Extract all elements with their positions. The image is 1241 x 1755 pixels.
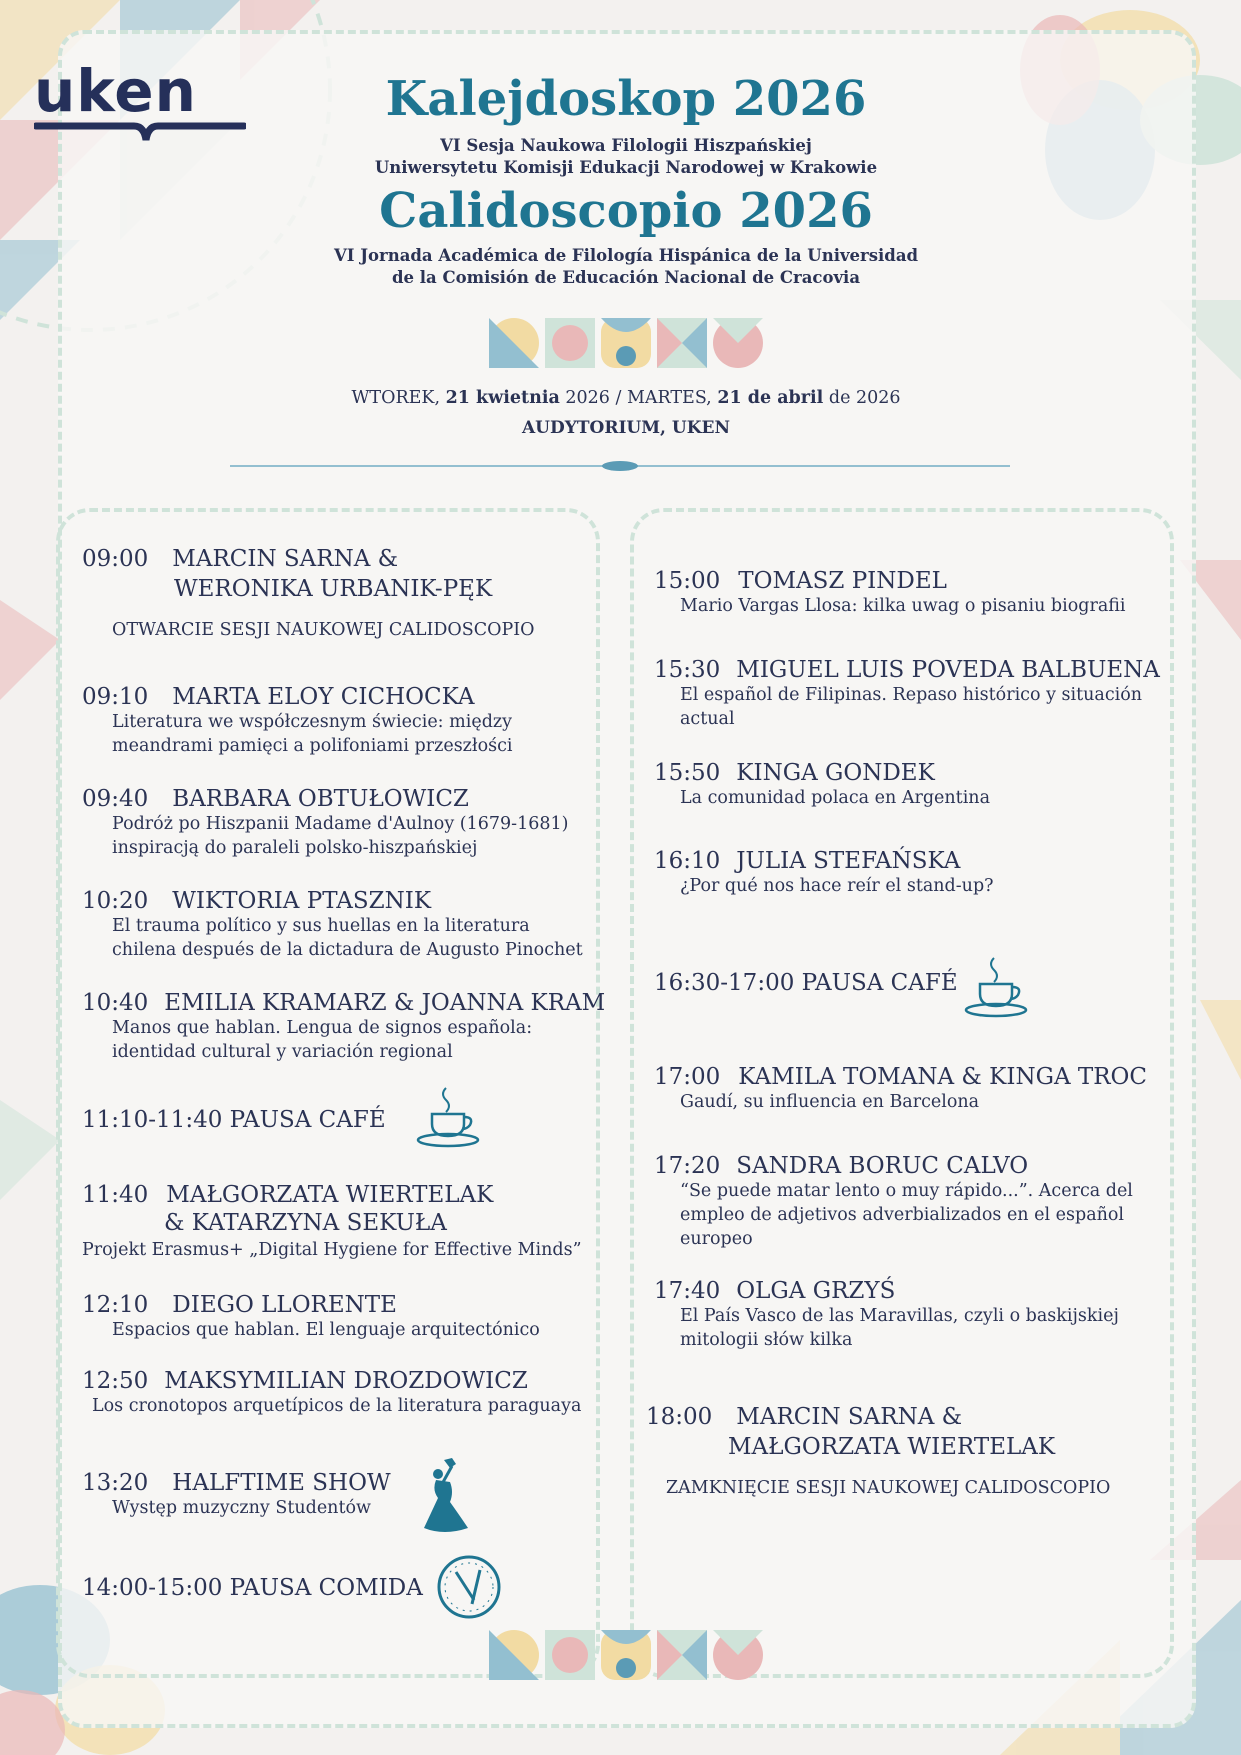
item-time: 17:40	[654, 1278, 721, 1304]
talk-title: Espacios que hablan. El lenguaje arquitectónico	[112, 1320, 540, 1340]
schedule-item	[82, 990, 605, 1064]
schedule-item	[654, 760, 990, 810]
speaker-name-2: WERONIKA URBANIK-PĘK	[174, 576, 493, 602]
talk-title: El español de Filipinas. Repaso histórico y situación	[680, 685, 1143, 705]
divider-line	[230, 460, 1010, 472]
talk-title: Literatura we współczesnym świecie: między	[112, 712, 512, 732]
schedule-item	[82, 546, 535, 642]
subtitle-polish-line2: Uniwersytetu Komisji Edukacji Narodowej w Krakowie	[374, 158, 878, 178]
session-title: OTWARCIE SESJI NAUKOWEJ CALIDOSCOPIO	[112, 620, 535, 640]
talk-title: El trauma político y sus huellas en la literatura	[112, 916, 530, 936]
schedule-item	[82, 888, 583, 962]
talk-title: “Se puede matar lento o muy rápido...”. Acerca del	[680, 1181, 1133, 1201]
speaker-name: JULIA STEFAŃSKA	[736, 848, 961, 874]
schedule-item	[654, 1278, 1119, 1352]
item-time: 17:20	[654, 1153, 721, 1179]
item-time: 16:10	[654, 848, 721, 874]
speaker-name: SANDRA BORUC CALVO	[736, 1153, 1029, 1179]
schedule-item	[82, 1182, 582, 1262]
schedule-item	[654, 848, 994, 898]
item-time: 12:50	[82, 1368, 149, 1394]
coffee-cup-icon	[416, 1084, 486, 1150]
item-time: 09:10	[82, 684, 149, 710]
speaker-name: EMILIA KRAMARZ & JOANNA KRAM	[164, 990, 606, 1016]
talk-title: Manos que hablan. Lengua de signos española:	[112, 1018, 533, 1038]
coffee-break: 11:10-11:40 PAUSA CAFÉ	[82, 1107, 386, 1133]
title-polish: Kalejdoskop 2026	[385, 71, 867, 127]
subtitle-spanish-line2: de la Comisión de Educación Nacional de Cracovia	[391, 268, 861, 288]
subtitle-polish-line1: VI Sesja Naukowa Filologii Hiszpańskiej	[440, 136, 812, 156]
item-time: 12:10	[82, 1292, 149, 1318]
talk-title: Podróż po Hiszpanii Madame d'Aulnoy (1679-1681)	[112, 814, 569, 834]
speaker-name: MARCIN SARNA &	[172, 546, 399, 572]
speaker-name: MARTA ELOY CICHOCKA	[172, 684, 475, 710]
schedule-item	[646, 1404, 1110, 1500]
flamenco-dancer-icon	[414, 1456, 474, 1536]
talk-title: Los cronotopos arquetípicos de la literatura paraguaya	[92, 1396, 582, 1416]
schedule-item	[82, 1470, 391, 1520]
title-spanish: Calidoscopio 2026	[379, 182, 873, 239]
schedule-item	[654, 1064, 1147, 1114]
speaker-name: DIEGO LLORENTE	[172, 1292, 397, 1318]
lunch-break: 14:00-15:00 PAUSA COMIDA	[82, 1575, 423, 1601]
session-title: ZAMKNIĘCIE SESJI NAUKOWEJ CALIDOSCOPIO	[666, 1478, 1111, 1498]
mosaic-ornament	[487, 316, 767, 370]
item-time: 10:40	[82, 990, 149, 1016]
item-time: 09:00	[82, 546, 149, 572]
talk-title-line2: chilena después de la dictadura de Augusto Pinochet	[112, 940, 583, 961]
talk-title-line2: empleo de adjetivos adverbializados en el español	[680, 1205, 1125, 1226]
speaker-name: WIKTORIA PTASZNIK	[172, 888, 432, 914]
speaker-name-2: & KATARZYNA SEKUŁA	[164, 1210, 447, 1236]
item-time: 15:50	[654, 760, 721, 786]
event-header	[300, 72, 952, 289]
item-time: 17:00	[654, 1064, 721, 1090]
item-time: 13:20	[82, 1470, 149, 1496]
mosaic-ornament-bottom	[487, 1628, 767, 1682]
item-time: 11:40	[82, 1182, 149, 1208]
uken-logo	[34, 57, 246, 158]
talk-title-line2: identidad cultural y variación regional	[112, 1042, 453, 1063]
logo-wordmark: uken	[34, 57, 197, 125]
event-venue: AUDYTORIUM, UKEN	[521, 418, 730, 438]
item-time: 15:30	[654, 657, 721, 683]
item-time: 15:00	[654, 568, 721, 594]
talk-title-line2: inspiracją do paraleli polsko-hiszpańskiej	[112, 838, 478, 859]
item-time: 10:20	[82, 888, 149, 914]
item-time: 09:40	[82, 786, 149, 812]
coffee-cup-icon	[964, 954, 1034, 1020]
talk-title: La comunidad polaca en Argentina	[680, 788, 991, 808]
event-date: WTOREK, 21 kwietnia 2026 / MARTES, 21 de abril de 2026	[351, 388, 901, 408]
speaker-name: HALFTIME SHOW	[172, 1470, 391, 1496]
schedule-item	[82, 1292, 540, 1342]
talk-title: Projekt Erasmus+ „Digital Hygiene for Effective Minds”	[82, 1240, 582, 1260]
speaker-name-2: MAŁGORZATA WIERTELAK	[728, 1434, 1056, 1460]
talk-title-line3: europeo	[680, 1229, 753, 1250]
speaker-name: MAŁGORZATA WIERTELAK	[166, 1182, 494, 1208]
talk-title: Mario Vargas Llosa: kilka uwag o pisaniu biografii	[680, 596, 1126, 616]
talk-title: ¿Por qué nos hace reír el stand-up?	[680, 876, 994, 896]
schedule-item	[654, 1153, 1133, 1251]
speaker-name: TOMASZ PINDEL	[738, 568, 947, 594]
talk-title-line2: meandrami pamięci a polifoniami przeszłości	[112, 736, 513, 757]
item-time: 18:00	[646, 1404, 713, 1430]
talk-title: El País Vasco de las Maravillas, czyli o baskijskiej	[680, 1306, 1119, 1326]
speaker-name: MAKSYMILIAN DROZDOWICZ	[164, 1368, 528, 1394]
speaker-name: KAMILA TOMANA & KINGA TROC	[738, 1064, 1147, 1090]
schedule-item	[654, 568, 1126, 618]
talk-title-line2: actual	[680, 709, 735, 730]
speaker-name: KINGA GONDEK	[736, 760, 935, 786]
talk-title: Występ muzyczny Studentów	[112, 1498, 372, 1518]
speaker-name: OLGA GRZYŚ	[736, 1278, 896, 1304]
speaker-name: MARCIN SARNA &	[736, 1404, 963, 1430]
clock-cutlery-icon	[436, 1554, 502, 1620]
schedule-item	[82, 1368, 581, 1418]
talk-title: Gaudí, su influencia en Barcelona	[680, 1092, 980, 1112]
speaker-name: MIGUEL LUIS POVEDA BALBUENA	[736, 657, 1160, 683]
subtitle-spanish-line1: VI Jornada Académica de Filología Hispánica de la Universidad	[333, 245, 919, 265]
event-details	[300, 378, 952, 438]
talk-title-line2: mitologii słów kilka	[680, 1330, 853, 1351]
coffee-break: 16:30-17:00 PAUSA CAFÉ	[654, 970, 958, 996]
schedule-item	[82, 684, 512, 758]
schedule-item	[654, 657, 1160, 731]
speaker-name: BARBARA OBTUŁOWICZ	[172, 786, 469, 812]
book-icon	[34, 118, 246, 158]
schedule-item	[82, 786, 568, 860]
